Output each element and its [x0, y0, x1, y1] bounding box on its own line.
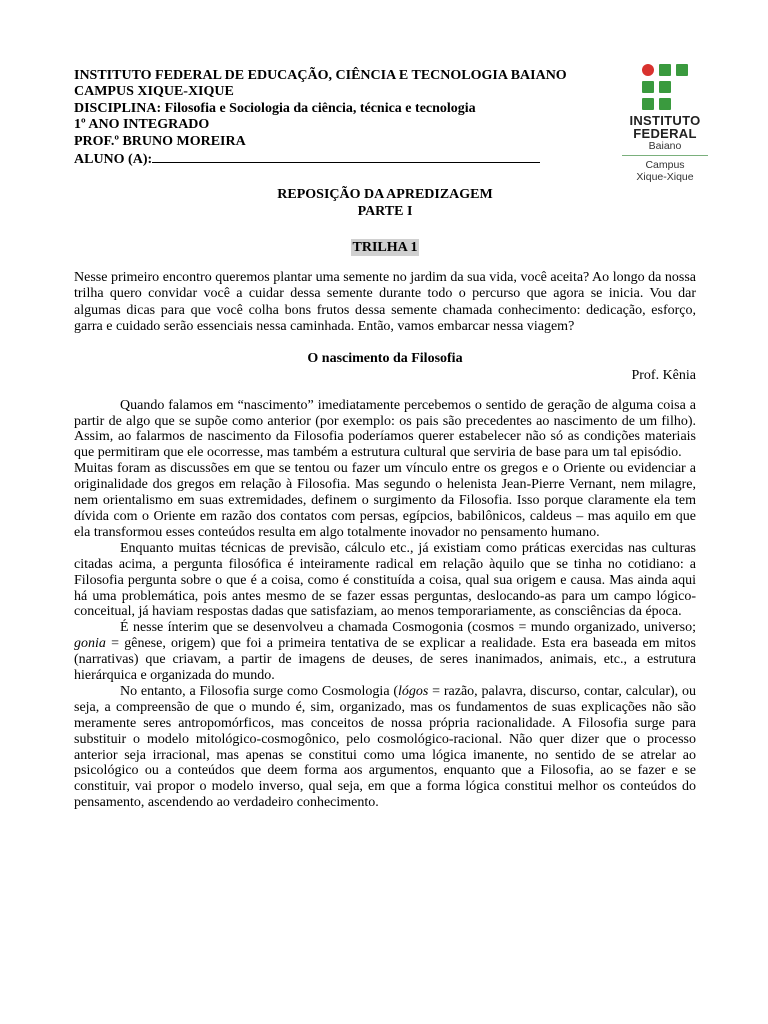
paragraph-5-b: = razão, palavra, discurso, contar, calcular), ou seja, a compreensão de que o mundo é, sim, organizado, mas os fundamentos de suas explicações não são meramente seres antropomórficos, mas conceitos de nossa própria racionalidade. A Filosofia surge para substituir o modelo mitológico-cosmogônico, pelo cosmológico-racional. Não quer dizer que o processo anterior seja irracional, mas apenas se constitui como uma lógica imanente, no sentido de se atrelar ao psicológico ou a conteúdos que deem forma aos argumentos, enquanto que a Filosofia, ao se fazer e se constituir, vai propor o modelo inverso, qual seja, em que a forma lógica constitui melhor os conteúdos do pensamento, ascendendo ao verdadeiro conhecimento. [74, 683, 696, 811]
paragraph-4-a: É nesse ínterim que se desenvolveu a chamada Cosmogonia (cosmos = mundo organizado, universo; [120, 620, 696, 636]
grade-line: 1º ANO INTEGRADO [74, 117, 210, 133]
trilha-heading [74, 238, 696, 256]
institution-name: INSTITUTO FEDERAL DE EDUCAÇÃO, CIÊNCIA E TECNOLOGIA BAIANO [74, 68, 567, 83]
header-lines [74, 68, 634, 168]
paragraph-5-a: No entanto, a Filosofia surge como Cosmologia ( [120, 683, 399, 699]
student-label: ALUNO (A): [74, 152, 153, 168]
logo-campus-name: Xique-Xique [636, 171, 694, 183]
paragraph-5 [74, 684, 696, 811]
paragraph-4-b: = gênese, origem) que foi a primeira tentativa de se explicar a realidade. Esta era baseada em mitos (narrativas) que criavam, a partir de imagens de deuses, de seres inanimados, animais, etc., a estrutura hierárquica e organizada do mundo. [74, 636, 696, 684]
title-line-2: PARTE I [357, 203, 413, 219]
logo-divider [622, 155, 708, 156]
document-header [74, 68, 701, 183]
paragraph-5-italic: lógos [398, 683, 429, 699]
paragraph-2: Muitas foram as discussões em que se tentou ou fazer um vínculo entre os gregos e o Oriente ou evidenciar a originalidade dos gregos em relação à Filosofia. Mas segundo o helenista Jean-Pierre Vernant, nem milagre, nem orientalismo em suas extremidades, definem o surgimento da Filosofia. Isso porque claramente ela tem dívida com o Oriente em razão dos contatos com persas, egípcios, babilônicos, caldeus – mas aquilo em que ela transformou esses conteúdos resulta em algo totalmente inovador no pensamento humano. [74, 461, 696, 540]
teacher-line: PROF.º BRUNO MOREIRA [74, 133, 246, 149]
title-line-1: REPOSIÇÃO DA APREDIZAGEM [277, 187, 493, 202]
trilha-label: TRILHA 1 [352, 240, 418, 255]
paragraph-4-italic: gonia [74, 636, 106, 652]
logo-name: INSTITUTO FEDERAL [629, 113, 701, 141]
section-body [74, 398, 696, 812]
discipline-value: Filosofia e Sociologia da ciência, técnica e tecnologia [164, 100, 476, 116]
section-title: O nascimento da Filosofia [307, 350, 463, 366]
logo-state: Baiano [648, 140, 682, 152]
paragraph-1: Quando falamos em “nascimento” imediatamente percebemos o sentido de geração de alguma coisa a partir de algo que se supõe como anterior (por exemplo: os pais são precedentes ao nascimento de um filho). Assim, ao falarmos de nascimento da Filosofia poderíamos querer estabelecer não só as condições materiais que permitiram que ele ocorresse, mas também a estrutura cultural que serviria de base para um tal episódio. [74, 397, 696, 461]
section-author: Prof. Kênia [631, 368, 696, 384]
document-title [74, 187, 696, 220]
campus-name: CAMPUS XIQUE-XIQUE [74, 84, 234, 100]
student-line [74, 150, 634, 168]
discipline-label: DISCIPLINA: [74, 100, 162, 116]
logo-grid-icon [642, 64, 688, 110]
student-name-blank[interactable] [152, 150, 540, 163]
discipline-line [74, 101, 634, 117]
institution-logo [620, 64, 710, 183]
logo-campus-label: Campus [645, 159, 685, 171]
intro-paragraph: Nesse primeiro encontro queremos plantar uma semente no jardim da sua vida, você aceita? Ao longo da nossa trilha quero convidar você a cuidar dessa semente durante todo o percurso que agora se inicia. Vou dar algumas dicas para que você colha bons frutos dessa semente chamada conhecimento: dedicação, esforço, garra e cuidado serão essenciais nessa caminhada. Então, vamos embarcar nessa viagem? [74, 270, 696, 335]
paragraph-4 [74, 620, 696, 684]
paragraph-3: Enquanto muitas técnicas de previsão, cálculo etc., já existiam como práticas exercidas nas culturas citadas acima, a pergunta filosófica é inteiramente radical em relação àquilo que se tinha no cotidiano: a Filosofia pergunta sobre o que é a coisa, como é constituída a coisa, qual sua origem e causa. Mas ainda aqui há uma problemática, pois antes mesmo de se fazer essas perguntas, deslocando-as para um campo lógico-conceitual, já haviam respostas dadas que satisfaziam, ao menos temporariamente, as consciências da época. [74, 540, 696, 620]
document-page [74, 68, 701, 811]
